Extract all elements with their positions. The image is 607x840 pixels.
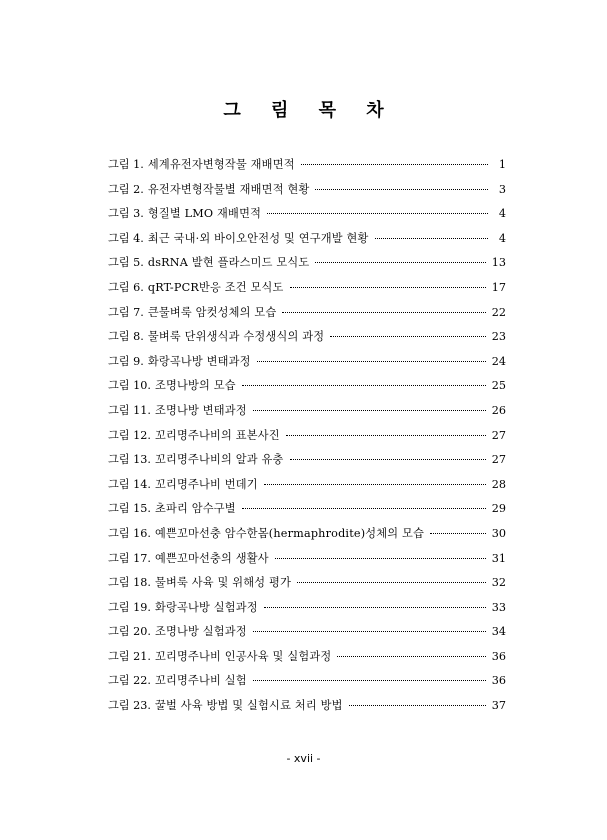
figure-caption: 꼬리명주나비의 표본사진 [154,428,280,442]
figure-number: 그림 15. [108,502,151,516]
figure-number: 그림 1. [108,158,144,171]
page-number: 29 [491,502,506,516]
figure-number: 그림 13. [108,453,151,467]
page-number: 37 [491,699,506,713]
figure-caption: 형질별 LMO 재배면적 [147,207,262,221]
figure-number: 그림 18. [108,576,151,590]
dot-leader [337,656,485,657]
toc-entry[interactable] [108,500,506,525]
page-number: 34 [491,625,506,639]
page-number: 36 [491,674,506,688]
toc-entry[interactable] [108,550,506,575]
page-number: 26 [491,403,506,417]
figure-number: 그림 20. [108,625,151,639]
toc-entry[interactable] [108,451,506,476]
toc-entry[interactable] [108,574,506,599]
toc-entry[interactable] [108,377,506,402]
figure-caption: 큰물벼룩 암컷성체의 모습 [147,305,277,319]
toc-entry[interactable] [108,353,506,378]
page-number: 27 [491,453,506,467]
figure-caption: 조명나방 변태과정 [154,403,247,417]
toc-entry[interactable] [108,254,506,279]
dot-leader [315,262,485,263]
figure-number: 그림 5. [108,256,144,270]
dot-leader [242,508,486,509]
figure-number: 그림 4. [108,231,144,245]
dot-leader [286,435,486,436]
page-number: 17 [491,280,506,294]
page-number: 25 [491,379,506,393]
figure-number: 그림 8. [108,330,144,344]
figure-number: 그림 3. [108,207,144,221]
figure-number: 그림 6. [108,280,144,294]
figure-caption: 꿀벌 사육 방법 및 실험시료 처리 방법 [154,699,343,713]
figure-number: 그림 9. [108,354,144,368]
figure-caption: 세계유전자변형작물 재배면적 [147,158,295,171]
figure-caption: 유전자변형작물별 재배면적 현황 [147,182,310,196]
toc-entry[interactable] [108,476,506,501]
toc-entry[interactable] [108,230,506,255]
figure-caption: 예쁜꼬마선충 암수한몸(hermaphrodite)성체의 모습 [154,526,425,540]
page-number: 1 [498,158,506,171]
figure-number: 그림 12. [108,428,151,442]
figure-number: 그림 21. [108,649,151,663]
page-number: 3 [498,182,506,196]
page-number: 28 [491,477,506,491]
toc-entry[interactable] [108,697,506,722]
figure-caption: 물벼룩 사육 및 위해성 평가 [154,576,292,590]
figure-number: 그림 22. [108,674,151,688]
figure-caption: 조명나방 실험과정 [154,625,247,639]
page-number: 23 [491,330,506,344]
toc-entry[interactable] [108,328,506,353]
figure-number: 그림 2. [108,182,144,196]
dot-leader [282,312,485,313]
figure-number: 그림 17. [108,551,151,565]
page-number: 33 [491,600,506,614]
figure-number: 그림 23. [108,699,151,713]
dot-leader [297,582,486,583]
dot-leader [375,238,488,239]
dot-leader [257,361,486,362]
dot-leader [349,705,486,706]
dot-leader [242,385,486,386]
figure-caption: 꼬리명주나비의 알과 유충 [154,453,284,467]
toc-entry[interactable] [108,279,506,304]
dot-leader [290,459,486,460]
dot-leader [253,410,486,411]
toc-entry[interactable] [108,648,506,673]
figure-caption: 꼬리명주나비 인공사육 및 실험과정 [154,649,332,663]
page-number: 22 [491,305,506,319]
page-title: 그 림 목 차 [223,100,396,121]
dot-leader [290,287,486,288]
dot-leader [264,484,486,485]
page-number: 4 [498,207,506,221]
toc-entry[interactable] [108,304,506,329]
dot-leader [330,336,486,337]
toc-entry[interactable] [108,599,506,624]
page-footer-number: - xvii - [286,752,321,765]
figure-caption: qRT-PCR반응 조건 모식도 [147,280,284,294]
figure-caption: 초파리 암수구별 [154,502,236,516]
page-number: 31 [491,551,506,565]
toc-entry[interactable] [108,156,506,181]
dot-leader [430,533,486,534]
figure-table-of-contents [108,156,506,722]
figure-caption: 화랑곡나방 실험과정 [154,600,258,614]
figure-caption: 꼬리명주나비 번데기 [154,477,258,491]
figure-caption: 예쁜꼬마선충의 생활사 [154,551,269,565]
page-number: 13 [491,256,506,270]
toc-entry[interactable] [108,427,506,452]
page-number: 4 [498,231,506,245]
toc-entry[interactable] [108,402,506,427]
figure-caption: 꼬리명주나비 실험 [154,674,247,688]
toc-entry[interactable] [108,205,506,230]
figure-number: 그림 19. [108,600,151,614]
figure-caption: 물벼룩 단위생식과 수정생식의 과정 [147,330,325,344]
figure-number: 그림 11. [108,403,151,417]
figure-caption: dsRNA 발현 플라스미드 모식도 [147,256,310,270]
dot-leader [267,213,488,214]
page-number: 36 [491,649,506,663]
page-number: 24 [491,354,506,368]
toc-entry[interactable] [108,623,506,648]
figure-number: 그림 14. [108,477,151,491]
dot-leader [253,631,486,632]
page-number: 30 [491,526,506,540]
dot-leader [301,164,488,165]
page-number: 32 [491,576,506,590]
toc-entry[interactable] [108,525,506,550]
dot-leader [315,189,488,190]
dot-leader [253,680,486,681]
dot-leader [264,607,486,608]
figure-number: 그림 16. [108,526,151,540]
figure-number: 그림 10. [108,379,151,393]
figure-caption: 화랑곡나방 변태과정 [147,354,251,368]
figure-caption: 최근 국내·외 바이오안전성 및 연구개발 현황 [147,231,369,245]
figure-caption: 조명나방의 모습 [154,379,236,393]
toc-entry[interactable] [108,181,506,206]
dot-leader [275,558,486,559]
toc-entry[interactable] [108,672,506,697]
figure-number: 그림 7. [108,305,144,319]
page-number: 27 [491,428,506,442]
